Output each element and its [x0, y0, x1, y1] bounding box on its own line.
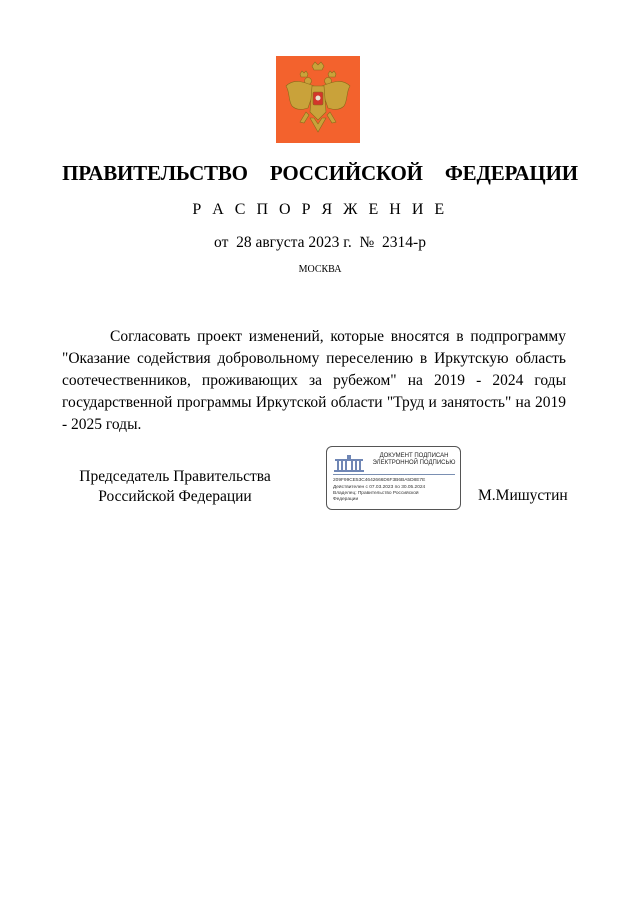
document-type: Р А С П О Р Я Ж Е Н И Е [192, 201, 448, 218]
document-city: МОСКВА [298, 264, 342, 275]
document-date-number: от 28 августа 2023 г. № 2314-р [214, 234, 426, 251]
coat-of-arms-emblem [276, 56, 360, 143]
electronic-signature-stamp [326, 446, 461, 510]
esign-certificate: 209F99CE53C4642666D6F3B6BA5D8E7E [333, 478, 426, 483]
signer-name: М.Мишустин [478, 487, 568, 504]
esign-header [369, 453, 459, 467]
esign-valid: Действителен с 07.03.2023 по 30.05.2024 [333, 485, 426, 490]
esign-separator [333, 474, 455, 475]
esign-owner-line1: Владелец: Правительство Российской [333, 491, 419, 496]
government-title: ПРАВИТЕЛЬСТВО РОССИЙСКОЙ ФЕДЕРАЦИИ [62, 161, 578, 185]
esign-header-line1: ДОКУМЕНТ ПОДПИСАН [379, 453, 449, 459]
coat-of-arms-icon [276, 56, 360, 143]
signer-title [70, 467, 280, 507]
signer-title-line2: Российской Федерации [98, 488, 252, 505]
signer-title-line1: Председатель Правительства [79, 468, 271, 485]
esign-header-line2: ЭЛЕКТРОННОЙ ПОДПИСЬЮ [372, 460, 456, 466]
government-building-icon [333, 452, 365, 472]
esign-owner-line2: Федерации [333, 497, 359, 502]
order-body-text: Согласовать проект изменений, которые вносятся в подпрограмму "Оказание содействия добровольному переселению в Иркутскую область соотечественников, проживающих за рубежом" на 2019 - 2024 годы государственной программы Иркутской области "Труд и занятость" на 2019 - 2025 годы. [62, 328, 566, 433]
